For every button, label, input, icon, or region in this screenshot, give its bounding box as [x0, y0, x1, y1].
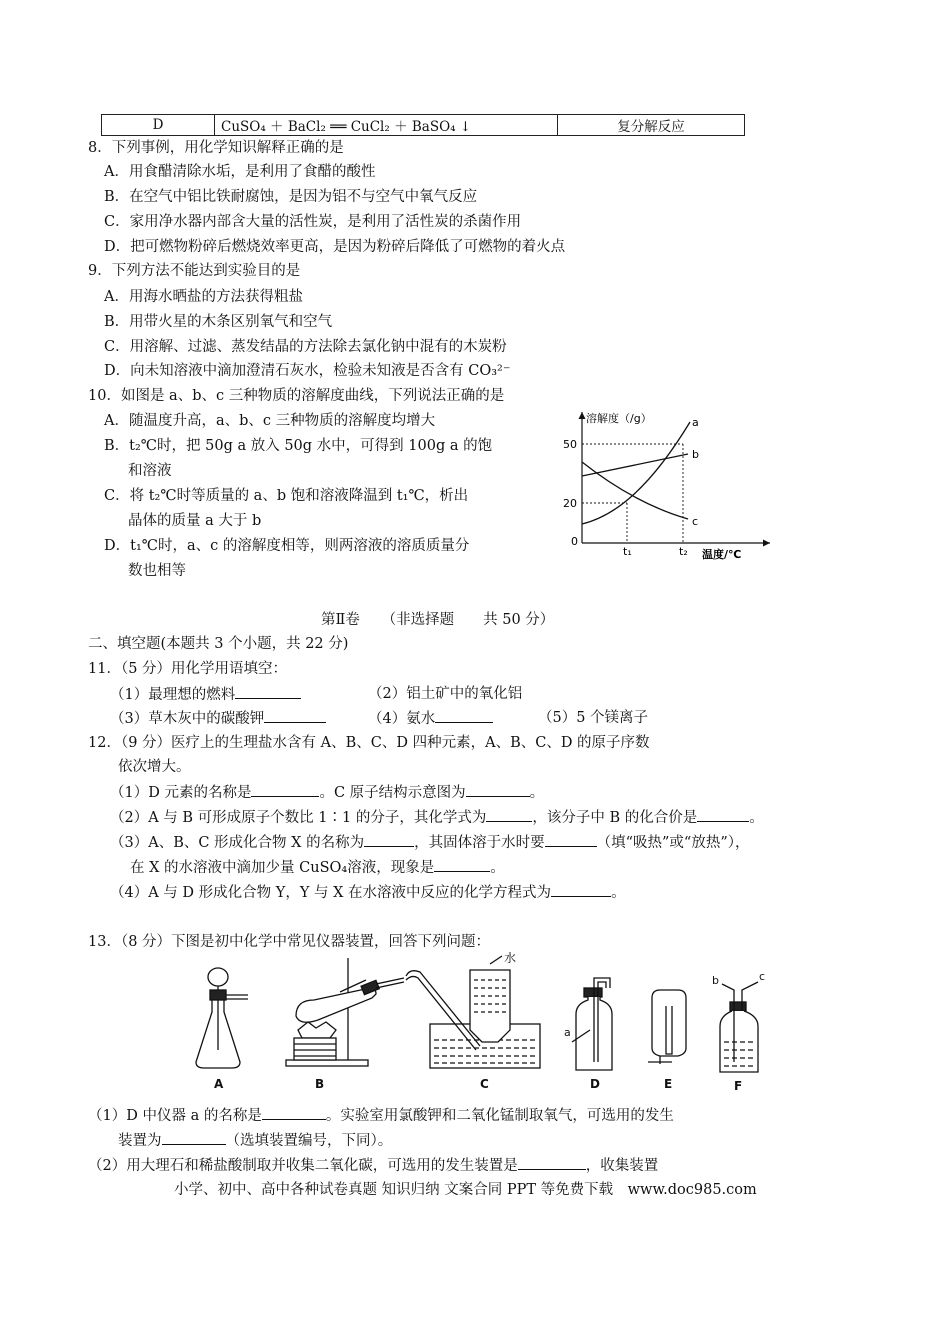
label-b: b: [712, 974, 719, 987]
label-a: a: [564, 1026, 571, 1039]
apparatus-label-a: A: [214, 1077, 224, 1091]
answer-blank[interactable]: [466, 782, 530, 797]
answer-blank[interactable]: [434, 857, 490, 872]
q12-sub-4-end: 。: [611, 885, 626, 901]
q10-option-d-line1: D．t₁℃时，a、c 的溶解度相等，则两溶液的溶质质量分: [104, 538, 470, 554]
table-cell-equation: CuSO₄ ＋ BaCl₂ ══ CuCl₂ ＋ BaSO₄ ↓: [215, 115, 558, 136]
q10-option-c-line2: 晶体的质量 a 大于 b: [128, 513, 262, 529]
section-heading: 二、填空题(本题共 3 个小题，共 22 分): [88, 636, 349, 652]
q12-sub-3-end: 。: [490, 860, 505, 876]
apparatus-a: [196, 968, 248, 1068]
series-label-c: c: [692, 515, 699, 528]
q11-item-3-text: （3）草木灰中的碳酸钾: [110, 711, 265, 727]
series-label-a: a: [692, 416, 699, 429]
q13-sub-1-text-2: 。实验室用氯酸钾和二氧化锰制取氧气，可选用的发生: [325, 1108, 674, 1124]
apparatus-label-d: D: [590, 1077, 600, 1091]
q9-option-d: D．向未知溶液中滴加澄清石灰水，检验未知液是否含有 CO₃²⁻: [104, 363, 511, 379]
apparatus-b: [286, 958, 404, 1066]
q10-option-c-line1: C．将 t₂℃时等质量的 a、b 饱和溶液降温到 t₁℃，析出: [104, 488, 469, 504]
curve-b: [582, 454, 688, 476]
q9-option-a: A．用海水晒盐的方法获得粗盐: [104, 289, 303, 305]
apparatus-e: [648, 990, 686, 1064]
q10-option-d-line2: 数也相等: [128, 563, 186, 579]
q12-sub-3-text-4: 在 X 的水溶液中滴加少量 CuSO₄溶液，现象是: [130, 860, 435, 876]
q12-stem-line2: 依次增大。: [118, 759, 191, 775]
q11-item-3: [110, 708, 326, 729]
label-c: c: [759, 970, 766, 983]
q11-item-1-text: （1）最理想的燃料: [110, 687, 236, 703]
q8-option-b: B．在空气中铝比铁耐腐蚀，是因为铝不与空气中氧气反应: [104, 189, 478, 205]
q11-item-4-text: （4）氨水: [368, 711, 436, 727]
apparatus-f: [720, 982, 758, 1072]
answer-blank[interactable]: [697, 807, 749, 822]
q8-stem: 8．下列事例，用化学知识解释正确的是: [88, 140, 344, 156]
q12-sub-1-text-2: 。C 原子结构示意图为: [319, 785, 466, 801]
answer-blank[interactable]: [364, 832, 414, 847]
q13-sub-1-text-4: （选填装置编号，下同）。: [225, 1133, 393, 1149]
q12-sub-3: [110, 832, 750, 853]
q12-sub-1: [110, 782, 544, 803]
water-label: 水: [504, 951, 517, 965]
tick-label-t2: t₂: [679, 545, 688, 558]
q8-option-a: A．用食醋清除水垢，是利用了食醋的酸性: [104, 164, 376, 180]
q13-sub-1-text: （1）D 中仪器 a 的名称是: [88, 1108, 262, 1124]
apparatus-diagram: [190, 950, 790, 1098]
q11-stem: 11．（5 分）用化学用语填空：: [88, 661, 288, 677]
apparatus-label-c: C: [480, 1077, 489, 1091]
q13-sub-1: [88, 1105, 674, 1126]
q9-option-c: C．用溶解、过滤、蒸发结晶的方法除去氯化钠中混有的木炭粉: [104, 339, 507, 355]
q12-sub-1-text: （1）D 元素的名称是: [110, 785, 252, 801]
q12-sub-4-text: （4）A 与 D 形成化合物 Y，Y 与 X 在水溶液中反应的化学方程式为: [110, 885, 552, 901]
answer-blank[interactable]: [551, 882, 611, 897]
q12-sub-2: [110, 807, 764, 828]
q9-option-b: B．用带火星的木条区别氧气和空气: [104, 314, 333, 330]
q13-sub-2: [88, 1155, 658, 1176]
solubility-chart: [560, 408, 780, 568]
apparatus-label-f: F: [734, 1079, 743, 1093]
chart-xlabel: 温度/℃: [702, 548, 742, 561]
q12-sub-2-text-2: ，该分子中 B 的化合价是: [532, 810, 698, 826]
answer-table: [101, 114, 745, 136]
table-row: [102, 115, 745, 136]
answer-blank[interactable]: [162, 1130, 226, 1145]
q12-sub-1-end: 。: [529, 785, 545, 801]
q10-option-b-line2: 和溶液: [128, 463, 172, 479]
q12-sub-3-text-2: ，其固体溶于水时要: [414, 835, 545, 851]
apparatus-c: [406, 956, 540, 1068]
table-cell-type: 复分解反应: [558, 115, 745, 136]
answer-blank[interactable]: [235, 684, 301, 699]
q11-item-2: （2）铝土矿中的氧化铝: [368, 686, 523, 702]
part2-title: 第Ⅱ卷 （非选择题 共 50 分）: [321, 612, 555, 628]
footer-text: 小学、初中、高中各种试卷真题 知识归纳 文案合同 PPT 等免费下载 www.doc985.com: [174, 1182, 757, 1198]
q12-sub-4: [110, 882, 626, 903]
series-label-b: b: [692, 448, 699, 461]
q13-sub-2-text-2: ，收集装置: [585, 1158, 659, 1174]
tick-label-0: 0: [571, 535, 578, 548]
curve-c: [582, 462, 688, 519]
apparatus-label-b: B: [315, 1077, 325, 1091]
answer-blank[interactable]: [251, 782, 319, 797]
answer-blank[interactable]: [518, 1155, 586, 1170]
answer-blank[interactable]: [262, 1105, 326, 1120]
answer-blank[interactable]: [486, 807, 532, 822]
q13-sub-1-line2: [118, 1130, 392, 1151]
q12-sub-2-text: （2）A 与 B 可形成原子个数比 1∶1 的分子，其化学式为: [110, 810, 487, 826]
tick-label-50: 50: [563, 438, 577, 451]
chart-ylabel: 溶解度（/g）: [586, 412, 652, 425]
table-cell-option: D: [102, 115, 215, 136]
q10-stem: 10．如图是 a、b、c 三种物质的溶解度曲线，下列说法正确的是: [88, 388, 505, 404]
q9-stem: 9．下列方法不能达到实验目的是: [88, 263, 301, 279]
apparatus-d: [572, 978, 612, 1070]
q10-option-a: A．随温度升高，a、b、c 三种物质的溶解度均增大: [104, 413, 436, 429]
q11-item-1: [110, 684, 301, 705]
q11-item-4: [368, 708, 493, 729]
q13-stem: 13．（8 分）下图是初中化学中常见仪器装置，回答下列问题：: [88, 934, 491, 950]
q12-sub-3-text: （3）A、B、C 形成化合物 X 的名称为: [110, 835, 365, 851]
tick-label-20: 20: [563, 497, 577, 510]
q12-sub-3-line2: [130, 857, 505, 878]
q12-sub-3-text-3: （填“吸热”或“放热”），: [596, 835, 750, 851]
q11-item-5: （5）5 个镁离子: [538, 710, 649, 726]
answer-blank[interactable]: [264, 708, 326, 723]
apparatus-label-e: E: [664, 1077, 673, 1091]
answer-blank[interactable]: [545, 832, 597, 847]
q13-sub-1-text-3: 装置为: [118, 1133, 162, 1149]
answer-blank[interactable]: [435, 708, 493, 723]
tick-label-t1: t₁: [623, 545, 632, 558]
q12-sub-2-end: 。: [749, 810, 764, 826]
q8-option-d: D．把可燃物粉碎后燃烧效率更高，是因为粉碎后降低了可燃物的着火点: [104, 239, 566, 255]
q8-option-c: C．家用净水器内部含大量的活性炭，是利用了活性炭的杀菌作用: [104, 214, 522, 230]
q13-sub-2-text: （2）用大理石和稀盐酸制取并收集二氧化碳，可选用的发生装置是: [88, 1158, 518, 1174]
q12-stem-line1: 12．（9 分）医疗上的生理盐水含有 A、B、C、D 四种元素，A、B、C、D 的原子序数: [88, 735, 650, 751]
q10-option-b-line1: B．t₂℃时，把 50g a 放入 50g 水中，可得到 100g a 的饱: [104, 438, 493, 454]
